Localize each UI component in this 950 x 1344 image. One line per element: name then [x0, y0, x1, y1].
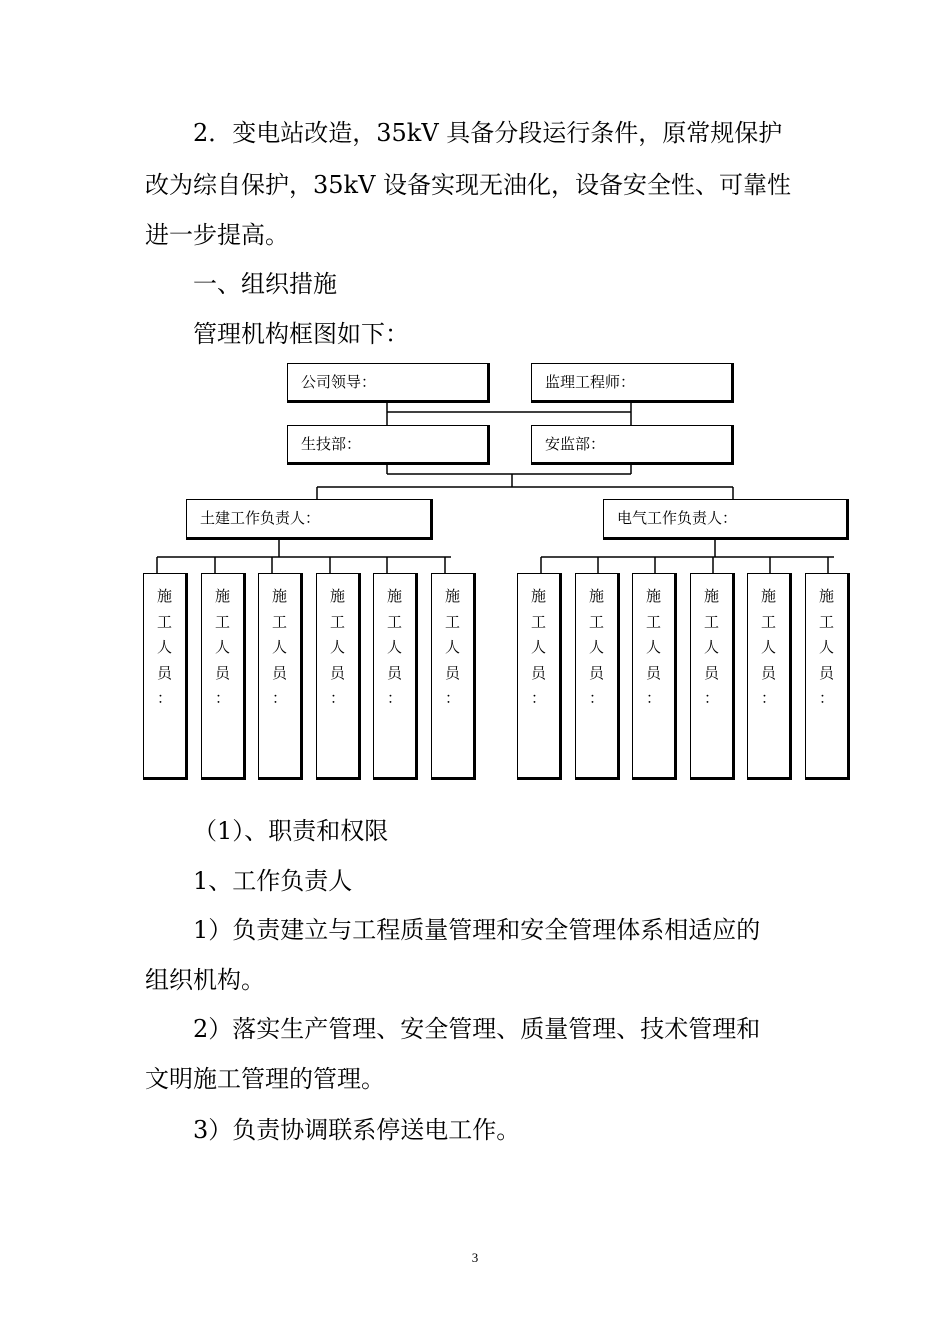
- worker-box-char: 施: [329, 587, 345, 605]
- worker-box-char: 工: [588, 612, 604, 631]
- worker-box-char: 施: [386, 587, 402, 605]
- worker-box-char: 工: [760, 612, 776, 631]
- worker-box-char: 工: [645, 612, 661, 631]
- item-title: 1、工作负责人: [193, 867, 353, 895]
- worker-box-char: ：: [156, 689, 172, 707]
- worker-box-char: 人: [818, 638, 834, 656]
- worker-box: [201, 573, 246, 780]
- worker-box: [316, 573, 361, 780]
- worker-box: [373, 573, 418, 780]
- paragraph-line: 2．变电站改造，35kV 具备分段运行条件，原常规保护: [193, 119, 783, 147]
- worker-box-char: 人: [329, 638, 345, 656]
- worker-box: [258, 573, 303, 780]
- paragraph-line: 3）负责协调联系停送电工作。: [193, 1116, 521, 1144]
- paragraph-line: 文明施工管理的管理。: [145, 1065, 385, 1093]
- worker-box-char: ：: [530, 689, 546, 707]
- worker-box-char: 员: [818, 663, 834, 682]
- worker-box-char: 人: [530, 638, 546, 656]
- paragraph-line: 组织机构。: [145, 966, 265, 994]
- company-leader-box: 公司领导：: [287, 363, 490, 403]
- worker-box: [143, 573, 188, 780]
- worker-box-char: 工: [329, 612, 345, 631]
- worker-box-char: ：: [760, 689, 776, 707]
- worker-box-char: ：: [588, 689, 604, 707]
- worker-box: [431, 573, 476, 780]
- worker-box-char: 员: [588, 663, 604, 682]
- worker-box-char: 员: [214, 663, 230, 682]
- worker-box-char: 人: [156, 638, 172, 656]
- worker-box-char: 施: [588, 587, 604, 605]
- paragraph-line: 1）负责建立与工程质量管理和安全管理体系相适应的: [193, 916, 761, 944]
- supervisor-box: 监理工程师：: [531, 363, 734, 403]
- civil-lead-box: 土建工作负责人：: [186, 499, 433, 540]
- paragraph-line: 改为综自保护，35kV 设备实现无油化，设备安全性、可靠性: [145, 171, 792, 199]
- worker-box-char: 员: [329, 663, 345, 682]
- worker-box-char: 工: [703, 612, 719, 631]
- worker-box-char: ：: [271, 689, 287, 707]
- production-dept-box: 生技部：: [287, 425, 490, 465]
- paragraph-line: 进一步提高。: [145, 221, 289, 249]
- worker-box-char: 施: [760, 587, 776, 605]
- chart-intro: 管理机构框图如下：: [193, 320, 409, 348]
- worker-box-char: 工: [818, 612, 834, 631]
- worker-box-char: ：: [645, 689, 661, 707]
- worker-box: [747, 573, 792, 780]
- worker-box-char: 员: [530, 663, 546, 682]
- worker-box-char: 员: [444, 663, 460, 682]
- worker-box-char: 工: [156, 612, 172, 631]
- worker-box-char: 人: [444, 638, 460, 656]
- worker-box-char: ：: [703, 689, 719, 707]
- worker-box-char: ：: [386, 689, 402, 707]
- worker-box-char: ：: [214, 689, 230, 707]
- worker-box-char: 人: [760, 638, 776, 656]
- worker-box-char: 施: [645, 587, 661, 605]
- section-title: 一、组织措施: [193, 270, 337, 298]
- worker-box-char: 人: [703, 638, 719, 656]
- worker-box-char: 工: [271, 612, 287, 631]
- worker-box-char: 施: [156, 587, 172, 605]
- worker-box: [517, 573, 562, 780]
- worker-box: [575, 573, 620, 780]
- worker-box: [805, 573, 850, 780]
- worker-box-char: 人: [214, 638, 230, 656]
- worker-box-char: 施: [444, 587, 460, 605]
- worker-box-char: 工: [386, 612, 402, 631]
- worker-box-char: 员: [703, 663, 719, 682]
- worker-box-char: ：: [329, 689, 345, 707]
- worker-box-char: 人: [588, 638, 604, 656]
- worker-box-char: 员: [271, 663, 287, 682]
- safety-dept-box: 安监部：: [531, 425, 734, 465]
- worker-box-char: 施: [530, 587, 546, 605]
- subsection-title: （1）、职责和权限: [193, 817, 389, 845]
- page-number: 3: [471, 1250, 479, 1265]
- electrical-lead-box: 电气工作负责人：: [603, 499, 849, 540]
- paragraph-line: 2）落实生产管理、安全管理、质量管理、技术管理和: [193, 1015, 761, 1043]
- worker-box: [690, 573, 735, 780]
- worker-box-char: 工: [214, 612, 230, 631]
- worker-box-char: 人: [271, 638, 287, 656]
- worker-box-char: 施: [818, 587, 834, 605]
- worker-box-char: 员: [156, 663, 172, 682]
- worker-box-char: 员: [760, 663, 776, 682]
- worker-box-char: 施: [703, 587, 719, 605]
- worker-box: [632, 573, 677, 780]
- worker-box-char: 人: [386, 638, 402, 656]
- worker-box-char: 人: [645, 638, 661, 656]
- worker-box-char: ：: [444, 689, 460, 707]
- worker-box-char: 员: [645, 663, 661, 682]
- worker-box-char: 工: [530, 612, 546, 631]
- worker-box-char: 员: [386, 663, 402, 682]
- worker-box-char: 施: [214, 587, 230, 605]
- worker-box-char: 施: [271, 587, 287, 605]
- worker-box-char: ：: [818, 689, 834, 707]
- worker-box-char: 工: [444, 612, 460, 631]
